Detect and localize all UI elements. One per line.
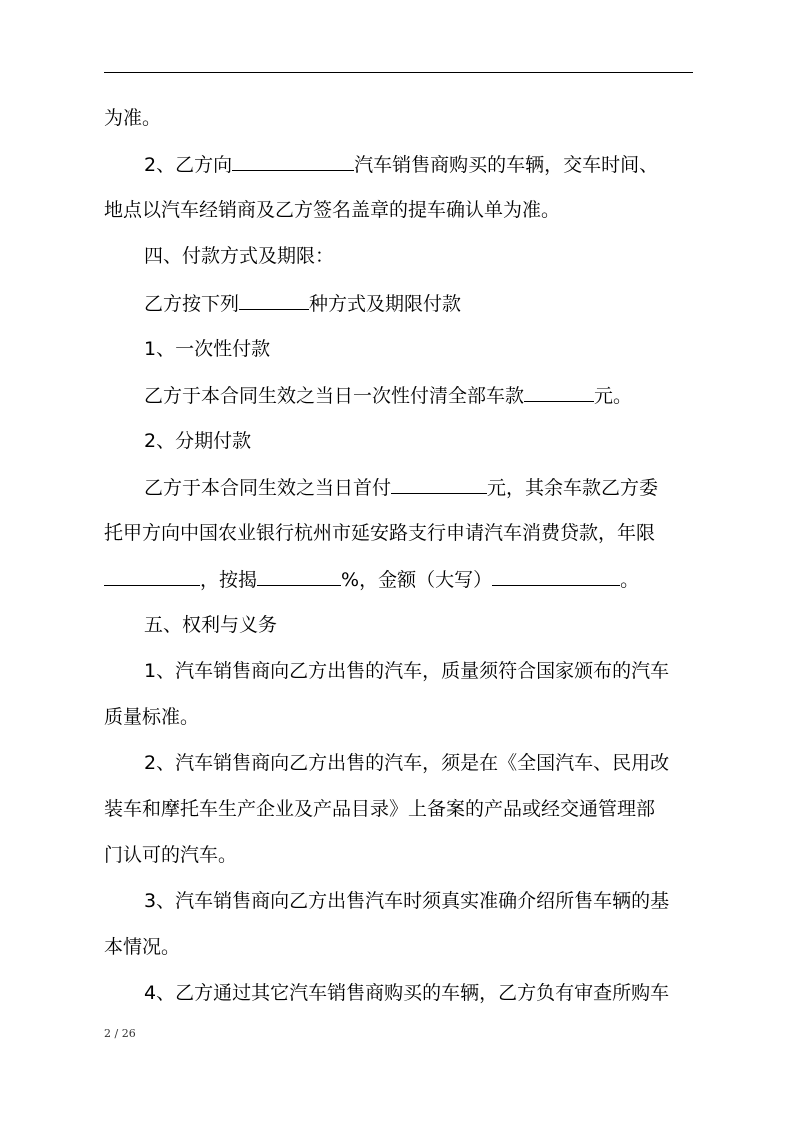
fill-blank-full-amount [524, 383, 594, 402]
fill-blank-mortgage-rate [257, 567, 341, 586]
clause-3-2-continued: 地点以汽车经销商及乙方签名盖章的提车确认单为准。 [104, 199, 561, 221]
clause-5-2: 2、汽车销售商向乙方出售的汽车，须是在《全国汽车、民用改 [144, 752, 670, 774]
fill-blank-method [239, 291, 309, 310]
payment-method-line: 乙方按下列 种方式及期限付款 [144, 293, 462, 315]
fill-blank-amount-words [492, 567, 620, 586]
clause-5-2-continued: 装车和摩托车生产企业及产品目录》上备案的产品或经交通管理部 [104, 798, 656, 820]
installment-line: 乙方于本合同生效之当日首付 元，其余车款乙方委 [144, 477, 659, 499]
clause-5-1: 1、汽车销售商向乙方出售的汽车，质量须符合国家颁布的汽车 [144, 660, 670, 682]
fill-blank-dealer [232, 152, 354, 171]
installment-terms-line: ，按揭 %，金额（大写） 。 [104, 567, 694, 592]
section-heading-payment: 四、付款方式及期限： [144, 245, 335, 267]
section-heading-rights: 五、权利与义务 [144, 614, 278, 636]
clause-5-3-continued: 本情况。 [104, 936, 181, 958]
subheading-installment: 2、分期付款 [144, 430, 252, 452]
lump-sum-line: 乙方于本合同生效之当日一次性付清全部车款 元。 [144, 385, 633, 407]
clause-5-1-continued: 质量标准。 [104, 706, 200, 728]
subheading-lump-sum: 1、一次性付款 [144, 338, 271, 360]
clause-5-2-end: 门认可的汽车。 [104, 844, 238, 866]
clause-3-2: 2、乙方向 汽车销售商购买的车辆，交车时间、 [144, 154, 659, 176]
clause-5-3: 3、汽车销售商向乙方出售汽车时须真实准确介绍所售车辆的基 [144, 890, 670, 912]
fill-blank-down-payment [391, 475, 487, 494]
text-line-continuation: 为准。 [104, 107, 162, 129]
fill-blank-term [104, 567, 200, 586]
header-rule [104, 72, 693, 73]
page-number: 2 / 26 [104, 1027, 136, 1040]
installment-line-continued: 托甲方向中国农业银行杭州市延安路支行申请汽车消费贷款，年限 [104, 522, 656, 544]
clause-5-4: 4、乙方通过其它汽车销售商购买的车辆，乙方负有审查所购车 [144, 982, 670, 1004]
